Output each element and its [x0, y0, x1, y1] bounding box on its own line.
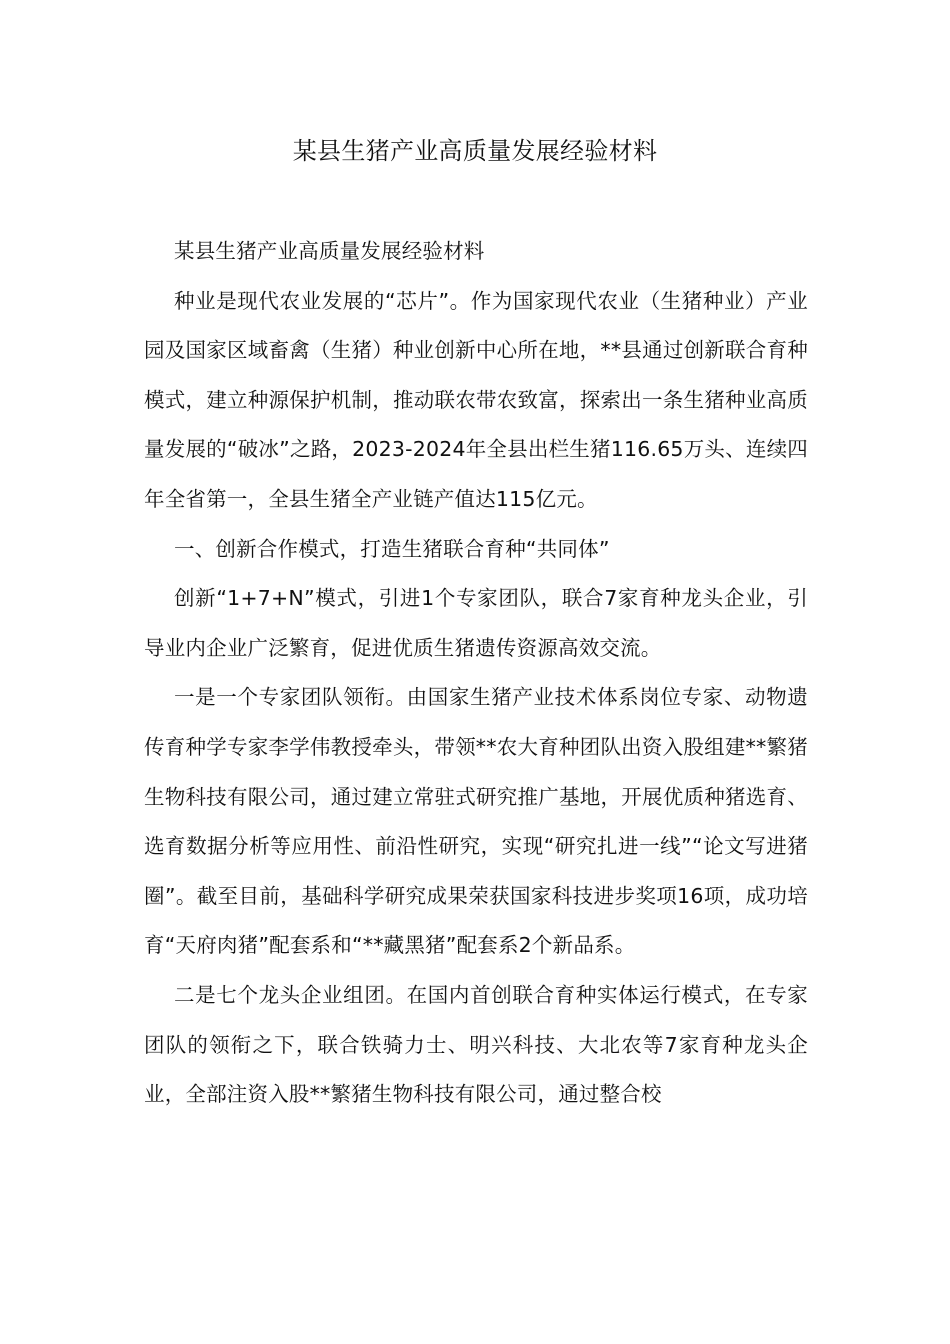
- paragraph-enterprises: 二是七个龙头企业组团。在国内首创联合育种实体运行模式，在专家团队的领衔之下，联合铁骑力士、明兴科技、大北农等7家育种龙头企业，全部注资入股**繁猪生物科技有限公司，通过整合校: [144, 982, 808, 1107]
- paragraph-expert-team: 一是一个专家团队领衔。由国家生猪产业技术体系岗位专家、动物遗传育种学专家李学伟教授牵头，带领**农大育种团队出资入股组建**繁猪生物科技有限公司，通过建立常驻式研究推广基地，开展优质种猪选育、选育数据分析等应用性、前沿性研究，实现“研究扎进一线”“论文写进猪圈”。截至目前，基础科学研究成果荣获国家科技进步奖项16项，成功培育“天府肉猪”配套系和“**藏黑猪”配套系2个新品系。: [144, 685, 808, 958]
- document-body: [144, 227, 808, 1120]
- document-title: 某县生猪产业高质量发展经验材料: [292, 137, 658, 165]
- paragraph-model: 创新“1+7+N”模式，引进1个专家团队，联合7家育种龙头企业，引导业内企业广泛繁育，促进优质生猪遗传资源高效交流。: [144, 586, 808, 660]
- section-heading-1: 一、创新合作模式，打造生猪联合育种“共同体”: [174, 536, 610, 561]
- paragraph-subtitle: 某县生猪产业高质量发展经验材料: [174, 239, 485, 263]
- paragraph-intro: 种业是现代农业发展的“芯片”。作为国家现代农业（生猪种业）产业园及国家区域畜禽（生猪）种业创新中心所在地，**县通过创新联合育种模式，建立种源保护机制，推动联农带农致富，探索出一条生猪种业高质量发展的“破冰”之路，2023-2024年全县出栏生猪116.65万头、连续四年全省第一，全县生猪全产业链产值达115亿元。: [144, 288, 808, 511]
